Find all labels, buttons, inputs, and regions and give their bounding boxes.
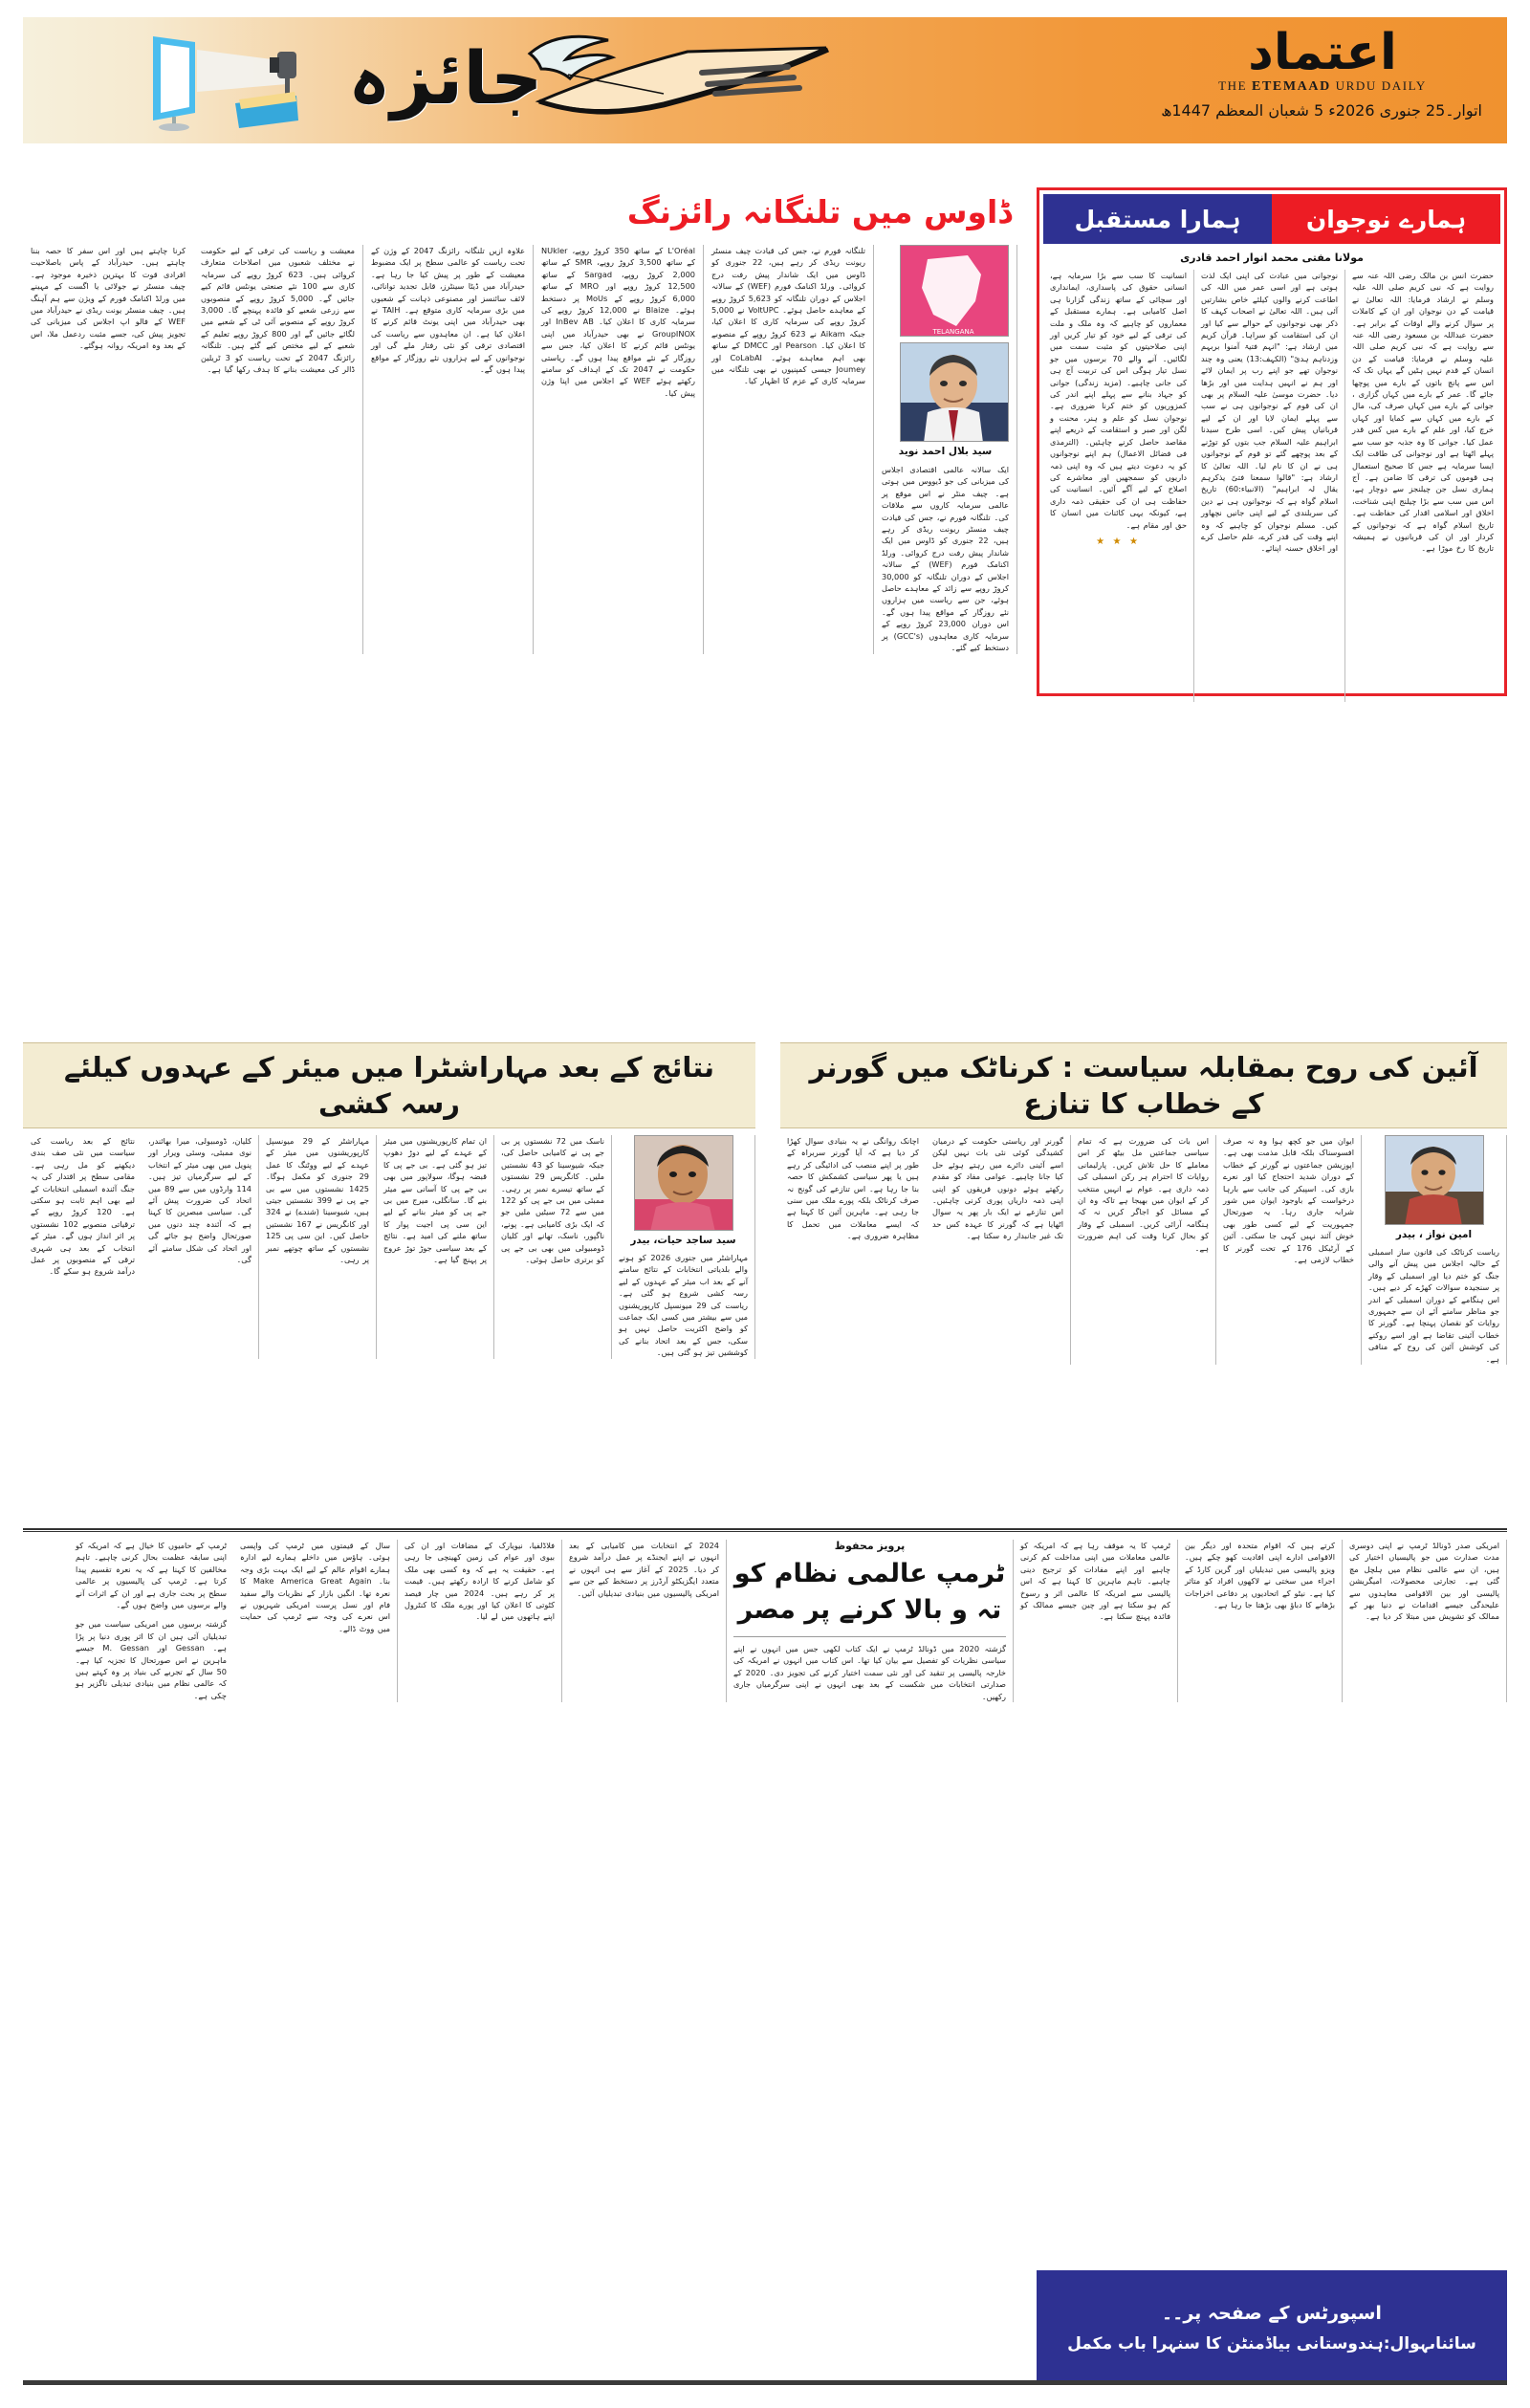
karnataka-col5-text: اچانک روانگی نے یہ بنیادی سوال کھڑا کر دیا ہے کہ آیا گورنر سربراہ کے طور پر اپنے منصب کی ادائیگی کر رہے ہیں یا پھر سیاسی کشمکش کا حصہ بنا جا رہا ہے۔ اس تنازعے کی گونج نہ صرف کرناٹک بلکہ پورے ملک میں سنی جا رہی ہے۔ ماہرین آئین کا کہنا ہے کہ ایسے معاملات میں تحمل کا مظاہرہ ضروری ہے۔ [787, 1136, 919, 1241]
maharashtra-column-5 [142, 1135, 259, 1359]
bottom-col6-text: فلاڈلفیا، نیویارک کے مضافات اور ان کی بیوی اور عوام کی زمین کھینچی جا رہی ہے۔ حقیقت یہ ہے کہ وہ کسی بھی ملک کو شامل کرنے کا ارادہ رکھتے ہیں۔ قیمت پر کر رہے ہیں۔ 2024 میں چار فیصد کٹوتی کا اعلان کیا اور پورے ملک کا کنٹرول اپنے ہاتھوں میں لے لیا۔ [404, 1541, 555, 1622]
logo-urdu-text: اعتماد [1248, 24, 1397, 81]
feature-star-divider: ★ ★ ★ [1096, 536, 1141, 547]
lead-column-4 [363, 245, 534, 654]
karnataka-col2-text: ایوان میں جو کچھ ہوا وہ نہ صرف افسوسناک بلکہ قابل مذمت بھی ہے۔ اپوزیشن جماعتوں نے گورنر کے خطاب کے دوران شدید احتجاج کیا اور نعرے بازی کی۔ اسپیکر کی جانب سے بارہا درخواست کے باوجود ایوان میں شور شرابہ جاری رہا۔ یہ صورتحال جمہوریت کے لیے کسی طور بھی خوش آئند نہیں کہی جا سکتی۔ آئین کے آرٹیکل 176 کے تحت گورنر کا خطاب لازمی ہے۔ [1223, 1136, 1354, 1265]
karnataka-columns [780, 1135, 1507, 1365]
quill-pen-icon [520, 34, 836, 126]
maharashtra-author-photo [634, 1135, 733, 1231]
maharashtra-story [23, 1042, 755, 1359]
feature-column-1 [1345, 270, 1500, 702]
bottom-columns [23, 1540, 1507, 1702]
maharashtra-col1-text: مہاراشٹر میں جنوری 2026 کو ہونے والے بلدیاتی انتخابات کے نتائج سامنے آنے کے بعد اب میئر کے عہدوں کے لیے رسہ کشی شروع ہو گئی ہے۔ ریاست کی 29 میونسپل کارپوریشنوں میں سے بیشتر میں کسی ایک جماعت کو واضح اکثریت حاصل نہیں ہو سکی، جس کے بعد اتحاد بنانے کی کوششیں تیز ہو گئی ہیں۔ [619, 1253, 749, 1358]
sports-promo-line2: سائناںہوال:ہندوستانی بیاڈمنٹن کا سنہرا باب مکمل [1067, 2333, 1476, 2353]
feature-byline: مولانا مفتی محمد انوار احمد قادری [1180, 252, 1364, 264]
maharashtra-column-6 [24, 1135, 142, 1359]
bottom-col4-text: گزشتہ 2020 میں ڈونالڈ ٹرمپ نے ایک کتاب لکھی جس میں انہوں نے اپنے سیاسی نظریات کو تفصیل سے بیان کیا تھا۔ اس کتاب میں انہوں نے امریکہ کی خارجہ پالیسی پر تنقید کی اور نئی سمت اختیار کرنے کی تجویز دی۔ 2020 کے صدارتی انتخابات میں شکست کے بعد بھی انہوں نے اپنی سرگرمیاں جاری رکھیں۔ [733, 1644, 1006, 1701]
supplement-title: جائزہ [348, 35, 543, 120]
maharashtra-column-4 [259, 1135, 377, 1359]
logo-english-text [1165, 78, 1480, 95]
logo-eng-pre: THE [1218, 78, 1253, 93]
feature-col2-text: نوجوانی میں عبادت کی اپنی ایک لذت ہوتی ہے اور اسی عمر میں اللہ کی اطاعت کرنے والوں کیلئے خاص بشارتیں آئی ہیں۔ اللہ تعالیٰ نے اصحاب کہف کا ذکر بھی نوجوانوں کے حوالے سے کیا اور ان کی استقامت کو سراہا۔ قرآن کریم میں ارشاد ہے: "انہم فتیۃ آمنوا بربہم وزدناہم ہدیً" (الکہف:13) یعنی وہ چند نوجوان تھے جو اپنے رب پر ایمان لائے اور ہم نے انہیں ہدایت میں اور بڑھا دیا۔ حضرت موسیٰ علیہ السلام پر بھی ان کی قوم کے نوجوانوں ہی نے سب سے پہلے ایمان لایا اور ان کے لیے قربانیاں پیش کیں۔ اسی طرح سیدنا ابراہیم علیہ السلام جب بتوں کو توڑنے کے بعد پوچھے گئے تو قوم کے نوجوانوں ہی نے ان کا نام لیا۔ اللہ تعالیٰ کا ارشاد ہے: "قالوا سمعنا فتیً یذکرہم یقال لہ ابراہیم" (الانبیاء:60) تاریخ اسلام گواہ ہے کہ نوجوانوں ہی نے دین کی سربلندی کے لیے اپنی جانیں نچھاور کیں۔ مسلم نوجوان کو چاہیے کہ وہ اپنے وقت کی قدر کرے، علم حاصل کرے اور اخلاق حسنہ اپنائے۔ [1201, 271, 1339, 554]
feature-box [1037, 187, 1507, 696]
maharashtra-col2-text: ناسک میں 72 نشستوں پر بی جے پی نے کامیابی حاصل کی، جبکہ شیوسینا کو 43 نشستیں ملیں۔ کانگریس 29 نشستوں کے ساتھ تیسرے نمبر پر رہی۔ ممبئی میں بی جے پی کو 122 میں سے 72 سیٹیں ملیں جو کہ ایک بڑی کامیابی ہے۔ پونے، ناگپور، ناسک، تھانے اور کلیان ڈومبیولی میں بھی بی جے پی کو برتری حاصل ہوئی۔ [501, 1136, 604, 1265]
logo-eng-post: URDU DAILY [1330, 78, 1427, 93]
trump-rule [733, 1636, 1006, 1637]
masthead [23, 17, 1507, 143]
bottom-col8-text: ٹرمپ کے حامیوں کا خیال ہے کہ امریکہ کو اپنی سابقہ عظمت بحال کرنی چاہیے۔ تاہم مخالفین کا کہنا ہے کہ یہ نعرہ تقسیم پیدا کرتا ہے۔ ٹرمپ کی پالیسیوں پر عالمی سطح پر بحث جاری ہے اور ان کے اثرات آنے والے برسوں میں واضح ہوں گے۔ [76, 1541, 227, 1610]
newspaper-logo [1165, 25, 1480, 95]
lead-headline: ڈاوس میں تلنگانہ رائزنگ [626, 193, 1012, 230]
bottom-column-6 [398, 1540, 562, 1702]
maharashtra-columns [23, 1135, 755, 1359]
bottom-section [23, 1521, 1507, 2276]
bottom-column-7 [233, 1540, 398, 1702]
karnataka-column-1 [1362, 1135, 1507, 1365]
maharashtra-headline: نتائج کے بعد مہاراشٹرا میں میئر کے عہدوں کیلئے رسہ کشی [64, 1051, 714, 1120]
bottom-column-5 [562, 1540, 727, 1702]
feature-header-youth [1272, 194, 1500, 244]
sports-promo-box[interactable] [1037, 2270, 1507, 2385]
feature-header-future [1043, 194, 1272, 244]
lead-column-1 [874, 245, 1017, 654]
feature-headers [1043, 194, 1500, 244]
karnataka-column-4 [926, 1135, 1071, 1365]
lead-col4-text: علاوہ ازیں تلنگانہ رائزنگ 2047 کے وژن کے تحت ریاست کو عالمی سطح پر ایک مضبوط معیشت کے طور پر پیش کیا جا رہا ہے۔ حیدرآباد میں ڈیٹا سینٹرز، قابل تجدید توانائی، لائف سائنسز اور مصنوعی ذہانت کے شعبوں میں بڑی سرمایہ کاری متوقع ہے۔ TAIH نے بھی حیدرآباد میں اپنی یونٹ قائم کرنے کا اعلان کیا ہے۔ ان معاہدوں سے ریاست کی اقتصادی ترقی کو نئی رفتار ملے گی اور نوجوانوں کے لیے ہزاروں نئے روزگار کے مواقع پیدا ہوں گے۔ [371, 246, 525, 375]
karnataka-col1-text: ریاست کرناٹک کی قانون ساز اسمبلی کے حالیہ اجلاس میں پیش آنے والی جنگ کو ختم دیا اور اسمبلی کے وقار پر سنجیدہ سوالات کھڑے کر دیے ہیں۔ اس ہنگامے کے دوران اسمبلی کے اندر جو مناظر سامنے آئے ان سے جمہوری روایات کو نقصان پہنچا ہے۔ گورنر کا خطاب آئینی تقاضا ہے اور اسے روکنے کی کوشش آئین کی روح کے منافی ہے۔ [1368, 1247, 1499, 1364]
top-section [23, 187, 1507, 1029]
bottom-col7-text: سال کے قیمتوں میں ٹرمپ کی واپسی ہوئی۔ ہاؤس میں داخلے ہمارے لیے ادارہ ہمارے اقوام عالم کے لیے ایک بہت بڑی وجہ بنا۔ Make America Great Again کا نعرہ تھا۔ انگیں بازار کے نظریات والے سفید فام اور نسل پرست امریکی شہریوں نے اس نعرے کی وجہ سے ٹرمپ کی حمایت میں ووٹ ڈالے۔ [240, 1541, 390, 1633]
karnataka-col4-text: گورنر اور ریاستی حکومت کے درمیان کشیدگی کوئی نئی بات نہیں لیکن اسے آئینی دائرے میں رہتے ہوئے حل کیا جانا چاہیے۔ عوامی مفاد کو مقدم رکھتے ہوئے دونوں فریقوں کو اپنی اپنی ذمہ داریاں پوری کرنی چاہئیں۔ اس تنازعے نے ایک بار پھر یہ سوال اٹھایا ہے کہ گورنر کا عہدہ کس حد تک غیر جانبدار رہ سکتا ہے۔ [932, 1136, 1063, 1241]
lead-column-3 [534, 245, 704, 654]
bottom-column-3 [1014, 1540, 1178, 1702]
trump-subhead: پرویز محفوظ [834, 1540, 906, 1552]
logo-eng-brand: ETEMAAD [1252, 79, 1331, 94]
bottom-column-1 [1343, 1540, 1507, 1702]
feature-header-future-label: ہمارا مستقبل [1074, 205, 1241, 233]
maharashtra-column-1 [612, 1135, 755, 1359]
lead-headline-wrap [23, 187, 1017, 241]
telangana-map-graphic [900, 245, 1009, 337]
feature-header-youth-label: ہمارے نوجوان [1305, 205, 1467, 233]
karnataka-column-5 [780, 1135, 926, 1365]
lead-col6-text: کرنا چاہتے ہیں اور اس سفر کا حصہ بننا چاہتے ہیں۔ حیدرآباد کے پاس باصلاحیت افرادی قوت کا بہترین ذخیرہ موجود ہے۔ چیف منسٹر نے جولائی یا اگست کے مہینے میں ورلڈ اکنامک فورم کے ویژن سے ہم آہنگ ہیں۔ چیف منسٹر یونت ریڈی نے حیدرآباد میں WEF کے فالو اپ اجلاس کی میزبانی کی تجویز پیش کی، جسے مثبت ردعمل ملا، اس کے بعد وہ امریکہ روانہ ہوگئے۔ [31, 246, 186, 351]
maharashtra-col6-text: نتائج کے بعد ریاست کی سیاست میں نئی صف بندی دیکھنے کو مل رہی ہے۔ مقامی سطح پر اقتدار کی یہ جنگ آئندہ اسمبلی انتخابات کے لیے بھی اہم ثابت ہو سکتی ہے۔ 120 کروڑ روپے کے ترقیاتی منصوبے 102 نشستوں پر اثر انداز ہوں گے۔ میئر کے انتخاب کے بعد ہی شہری ترقی کے منصوبوں پر عمل درآمد شروع ہو سکے گا۔ [31, 1136, 136, 1277]
sports-promo-line1: اسپورٹس کے صفحہ پر۔۔ [1162, 2302, 1382, 2324]
lead-col1-text: ایک سالانہ عالمی اقتصادی اجلاس کی میزبانی کی جو ڈیووس میں ہوتی ہے۔ چیف منٹر نے اس موقع پر عالمی سرمایہ کاروں سے ملاقات کی۔ تلنگانہ فورم نے، جس کی قیادت چیف منسٹر ریونت ریڈی کر رہے ہیں، 22 جنوری کو ڈاوس میں ایک شاندار پیش رفت درج کروائی۔ ورلڈ اکنامک فورم (WEF) کے سالانہ اجلاس کے دوران تلنگانہ کو 30,000 کروڑ روپے سے زائد کے معاہدے حاصل ہوئے، جن سے ریاست میں ہزاروں نئے روزگار کے مواقع پیدا ہوں گے۔ اس دوران 23,000 کروڑ روپے کے سرمایہ کاری معاہدوں (GCC's) پر دستخط کیے گئے۔ [882, 465, 1009, 653]
bottom-col2-text: کرتے ہیں کہ اقوام متحدہ اور دیگر بین الاقوامی ادارے اپنی افادیت کھو چکے ہیں۔ ویزو پالیسی میں تبدیلیاں اور گرین کارڈ کے اجراء میں سختی نے لاکھوں افراد کو متاثر کیا ہے۔ نیٹو کے اتحادیوں پر دفاعی اخراجات بڑھانے کا دباؤ بھی بڑھتا جا رہا ہے۔ [1185, 1541, 1335, 1610]
feature-col3-text: انسانیت کا سب سے بڑا سرمایہ ہے، انسانی حقوق کی پاسداری، ایمانداری اور سچائی کے ساتھ زندگی گزارنا ہی اصل کامیابی ہے۔ ہمارے مستقبل کے معماروں کو چاہیے کہ وہ ملک و ملت کی ترقی کے لیے خود کو تیار کریں اور اپنی صلاحیتوں کو مثبت سمت میں لگائیں۔ آنے والے 70 برسوں میں جو نسل تیار ہوگی اس کی تربیت آج ہی کی جانی چاہیے۔ (مزید زندگی) جوانی کو جہاد بنانے سے پہلے اپنے اندر کی کمزوریوں کو ختم کرنا ضروری ہے۔ نوجوان نسل کو علم و ہنر، محنت و لگن اور صبر و استقامت کے ذریعے اپنے مقاصد حاصل کرنے چاہئیں۔ (الترمذی فی فضائل الاعمال) ہم اپنے نوجوانوں کو یہ دعوت دیتے ہیں کہ وہ اپنی ذمہ داریوں کو سمجھیں اور معاشرے کی اصلاح کے لیے آگے آئیں۔ انسانیت کی حفاظت ہی ان کی حقیقی ذمہ داری ہے، کیونکہ یہی کائنات میں انسان کا حق اور مقام ہے۔ [1050, 271, 1188, 530]
footer [23, 2270, 1507, 2393]
maharashtra-photo-caption: سید ساجد حیات، بیدر [630, 1235, 736, 1246]
lead-column-6 [23, 245, 193, 654]
karnataka-photo-caption: امین نواز ، بیدر [1395, 1229, 1473, 1240]
lead-col2-text: تلنگانہ فورم نے، جس کی قیادت چیف منسٹر ریونت ریڈی کر رہے ہیں، 22 جنوری کو ڈاوس میں ایک شاندار پیش رفت درج کروائی۔ ورلڈ اکنامک فورم (WEF) کے سالانہ اجلاس کے دوران تلنگانہ کو 5,623 کروڑ روپے کے معاہدے حاصل ہوئے۔ VoltUPC نے 5,000 کروڑ روپے کی سرمایہ کاری کا اعلان کیا، جبکہ Aikam نے 623 کروڑ روپے کے منصوبے کا اعلان کیا۔ Pearson اور DMCC کے ساتھ بھی اہم معاہدے ہوئے۔ CoLabAI اور Joumey جیسی کمپنیوں نے بھی تلنگانہ میں سرمایہ کاری کے عزم کا اظہار کیا۔ [711, 246, 866, 386]
bottom-column-2 [1178, 1540, 1343, 1702]
karnataka-headline-band [780, 1042, 1507, 1128]
author-photo [900, 342, 1009, 442]
dateline: اتوار۔25 جنوری 2026ء 5 شعبان المعظم 1447ھ [1161, 101, 1482, 120]
lead-story [23, 187, 1017, 1048]
newspaper-page [0, 17, 1530, 2408]
bottom-col9-text: گزشتہ برسوں میں امریکی سیاست میں جو تبدیلیاں آئی ہیں ان کا اثر پوری دنیا پر پڑا ہے۔ Gessan اور M. Gessan جیسے ماہرین نے اس صورتحال کا تجزیہ کیا ہے۔ 50 سال کے تجربے کی بنیاد پر وہ کہتے ہیں کہ عالمی نظام میں بنیادی تبدیلی ناگزیر ہو چکی ہے۔ [76, 1619, 227, 1700]
maharashtra-col3-text: ان تمام کارپوریشنوں میں میئر کے عہدے کے لیے دوڑ دھوپ تیز ہو گئی ہے۔ بی جے پی کا قبضہ ہوگا، سولاپور میں بھی بی جے پی کا آسانی سے میئر بنے گا۔ سانگلی، میرج میں بی جے پی کو میئر بنانے کے لیے این سی پی اجیت پوار کا ساتھ ملنے کی امید ہے۔ نتائج کے بعد سیاسی جوڑ توڑ عروج پر پہنچ گیا ہے۔ [383, 1136, 487, 1265]
feature-columns [1043, 270, 1500, 702]
trump-headline: ٹرمپ عالمی نظام کو تہ و بالا کرنے پر مصر [733, 1559, 1006, 1625]
maharashtra-headline-band [23, 1042, 755, 1128]
lead-col5-text: معیشت و ریاست کی ترقی کے لیے حکومت نے مختلف شعبوں میں اصلاحات متعارف کروائی ہیں۔ 623 کروڑ روپے کی سرمایہ کاری سے 100 نئے صنعتی یونٹس قائم کیے جائیں گے۔ 5,000 کروڑ روپے کے منصوبوں سے زرعی شعبے کو فائدہ پہنچے گا۔ 3,000 کروڑ روپے کے منصوبے آئی ٹی کے شعبے میں لگائے جائیں گے اور 800 کروڑ روپے تعلیم کے شعبے کے لیے مختص کیے گئے ہیں۔ تلنگانہ رائزنگ 2047 کے تحت ریاست کو 3 ٹریلین ڈالر کی معیشت بنانے کا ہدف رکھا گیا ہے۔ [201, 246, 356, 375]
feature-column-3 [1043, 270, 1194, 702]
middle-section [23, 1042, 1507, 1501]
overhead-projector-icon [61, 33, 300, 132]
lead-column-5 [193, 245, 363, 654]
maharashtra-col4-text: مہاراشٹر کے 29 میونسپل کارپوریشنوں میں میئر کے عہدے کے لیے ووٹنگ کا عمل 29 جنوری کو مکمل ہوگا۔ 1425 نشستوں میں سے بی جے پی نے 399 نشستیں جیتی ہیں، شیوسینا (شندے) نے 324 اور کانگریس نے 167 نشستیں حاصل کیں۔ این سی پی 125 نشستوں کے ساتھ چوتھے نمبر پر رہی۔ [266, 1136, 369, 1265]
footer-rule [23, 2380, 1507, 2385]
bottom-divider [23, 1528, 1507, 1532]
bottom-col1-text: امریکی صدر ڈونالڈ ٹرمپ نے اپنی دوسری مدت صدارت میں جو پالیسیاں اختیار کی ہیں، ان سے عالمی نظام میں ہلچل مچ گئی ہے۔ تجارتی محصولات، امیگریشن پالیسی اور بین الاقوامی معاہدوں سے علیحدگی جیسے اقدامات نے دنیا بھر کے ممالک کو تشویش میں مبتلا کر دیا ہے۔ [1349, 1541, 1499, 1622]
bottom-column-8 [69, 1540, 233, 1702]
maharashtra-column-2 [494, 1135, 612, 1359]
maharashtra-column-3 [377, 1135, 494, 1359]
bottom-col3-text: ٹرمپ کا یہ موقف رہا ہے کہ امریکہ کو عالمی معاملات میں اپنی مداخلت کم کرنی چاہیے اور اپنے مفادات کو ترجیح دینی چاہیے۔ تاہم ماہرین کا کہنا ہے کہ اس پالیسی سے امریکہ کا عالمی اثر و رسوخ کم ہو سکتا ہے اور چین جیسے ممالک کو فائدہ پہنچ سکتا ہے۔ [1020, 1541, 1170, 1622]
svg-text:TELANGANA: TELANGANA [932, 328, 974, 336]
maharashtra-col5-text: کلیان، ڈومبیولی، میرا بھائندر، نوی ممبئی، وسئی ویرار اور پنویل میں بھی میئر کے انتخاب کے لیے سرگرمیاں تیز ہیں۔ 114 وارڈوں میں سے 89 میں اتحاد کی ضرورت پیش آئے گی۔ سیاسی مبصرین کا کہنا ہے کہ آئندہ چند دنوں میں صورتحال واضح ہو جائے گی اور اتحاد کی شکل سامنے آئے گی۔ [148, 1136, 251, 1265]
karnataka-column-3 [1071, 1135, 1216, 1365]
feature-col1-text: حضرت انس بن مالک رضی اللہ عنہ سے روایت ہے کہ نبی کریم صلی اللہ علیہ وسلم نے ارشاد فرمایا: اللہ تعالیٰ نے قیامت کے دن نوجوان اور ان کے کاملات پر سوال کرنے والے اوقات کے برابر ہے۔ حضرت عبداللہ بن مسعود رضی اللہ عنہ سے روایت ہے کہ نبی کریم صلی اللہ علیہ وسلم نے فرمایا: قیامت کے دن انسان کے قدم نہیں ہٹیں گے یہاں تک کہ اس سے پانچ باتوں کے بارے میں پوچھا جائے گا۔ عمر کے بارے میں کہاں گزاری ، جوانی کے بارے میں کہاں صرف کی، مال کے بارے میں کہاں سے کمایا اور کہاں خرچ کیا، اور علم کے بارے میں کس قدر عمل کیا۔ جوانی کا وہ جذبہ جو سب سے پہلے اٹھتا ہے اور نوجوانی کی طاقت ایک ایسا سرمایہ ہے جس کا صحیح استعمال ہی قوموں کی ترقی کا ضامن ہے۔ آج ہماری نسل جن چیلنجز سے دوچار ہے، اس میں سب سے بڑا چیلنج اپنی شناخت، اخلاق اور اسلامی اقدار کی حفاظت ہے۔ تاریخ اسلام گواہ ہے کہ نوجوانوں کے کردار اور ان کی قربانیوں نے ہمیشہ تاریخ کا رخ موڑا ہے۔ [1352, 271, 1494, 554]
karnataka-col3-text: اس بات کی ضرورت ہے کہ تمام سیاسی جماعتیں مل بیٹھ کر اس معاملے کا حل تلاش کریں۔ پارلیمانی روایات کا احترام ہر رکن اسمبلی کی ذمہ داری ہے۔ عوام نے انہیں منتخب کر کے ایوان میں بھیجا ہے تاکہ وہ ان کے مسائل کو اجاگر کریں نہ کہ ہنگامہ آرائی کریں۔ اسمبلی کے وقار کو بحال کرنا وقت کی اہم ضرورت ہے۔ [1078, 1136, 1209, 1253]
bottom-headline-column [727, 1540, 1014, 1702]
karnataka-headline: آئین کی روح بمقابلہ سیاست : کرناٹک میں گورنر کے خطاب کا تنازع [809, 1051, 1478, 1120]
lead-col3-text: L'Oréal کے ساتھ 350 کروڑ روپے، NUkler کے ساتھ 3,500 کروڑ روپے، SMR کے ساتھ 2,000 کروڑ روپے، Sargad کے ساتھ 12,500 کروڑ روپے اور MRO کے ساتھ 6,000 کروڑ روپے کے MoUs پر دستخط ہوئے۔ Blaize نے 12,000 کروڑ روپے کی سرمایہ کاری کا اعلان کیا۔ InBev AB اور GroupINOX نے بھی حیدرآباد میں اپنی یونٹس قائم کرنے کا اعلان کیا، جس سے روزگار کے نئے مواقع پیدا ہوں گے۔ ریاستی حکومت نے 2047 تک کے اہداف کو سامنے رکھتے ہوئے WEF کے اجلاس میں اپنا وژن پیش کیا۔ [541, 246, 696, 398]
karnataka-story [780, 1042, 1507, 1365]
lead-columns [23, 245, 1017, 654]
lead-column-2 [704, 245, 874, 654]
feature-column-2 [1194, 270, 1345, 702]
karnataka-author-photo [1385, 1135, 1484, 1225]
bottom-col5-text: 2024 کے انتخابات میں کامیابی کے بعد انہوں نے اپنے ایجنڈے پر عمل درآمد شروع کر دیا۔ 2025 کے آغاز سے ہی انہوں نے متعدد ایگزیکٹو آرڈرز پر دستخط کیے جن سے امریکی پالیسیوں میں بنیادی تبدیلیاں آئیں۔ [569, 1541, 720, 1598]
lead-photo-caption: سید بلال احمد نوید [898, 446, 993, 457]
karnataka-column-2 [1216, 1135, 1362, 1365]
